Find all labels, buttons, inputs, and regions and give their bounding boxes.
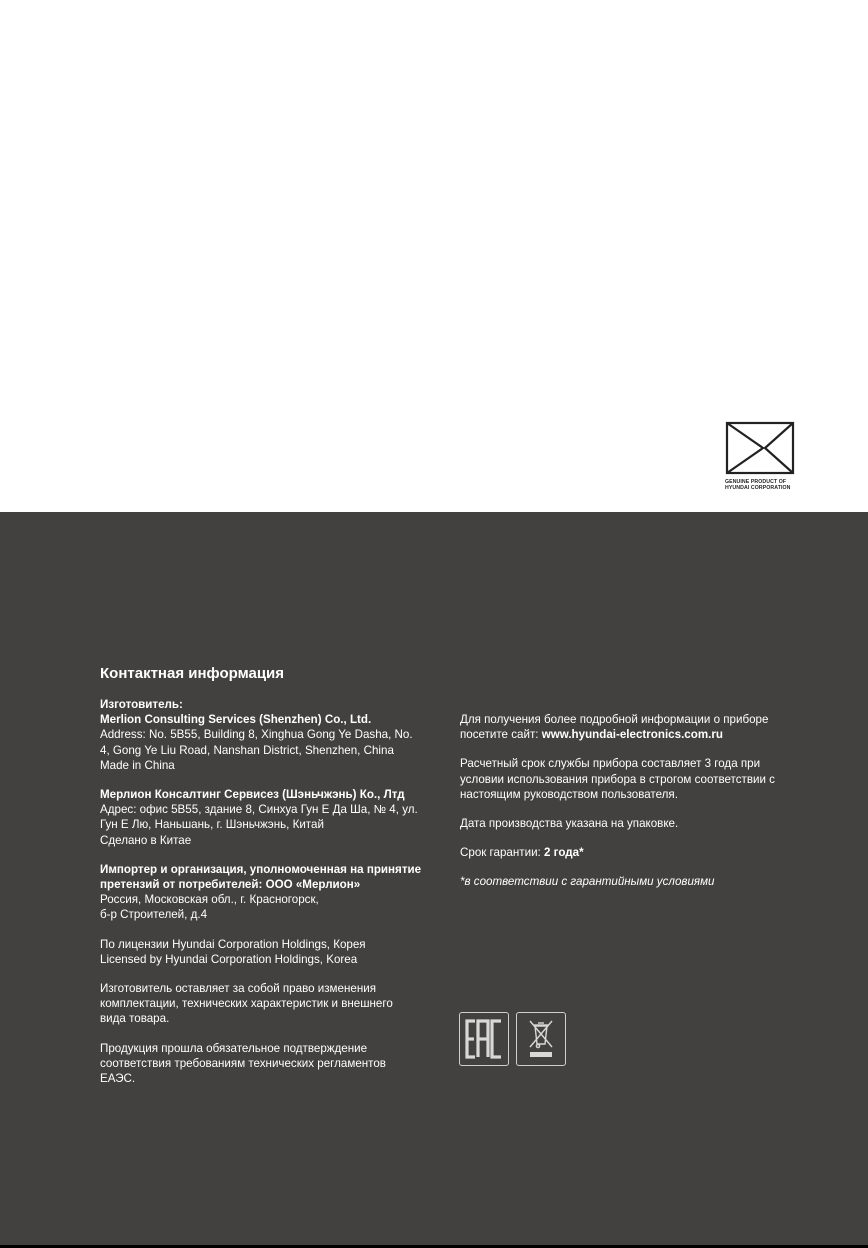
contact-left-column xyxy=(100,697,440,1100)
importer-address-2: б-р Строителей, д.4 xyxy=(100,908,208,922)
made-in-ru: Сделано в Китае xyxy=(100,833,192,847)
certification-marks xyxy=(459,1012,566,1066)
warranty-note: *в соответствии с гарантийными условиями xyxy=(460,875,715,889)
service-life-line-2: условии использования прибора в строгом соответствии с xyxy=(460,772,775,786)
warranty-block xyxy=(460,845,810,860)
rights-block xyxy=(100,981,440,1027)
rights-line-3: вида товара. xyxy=(100,1012,170,1026)
warranty-prefix: Срок гарантии: xyxy=(460,846,544,860)
brand-logo xyxy=(725,421,797,491)
importer-label-1: Импортер и организация, уполномоченная на принятие xyxy=(100,862,422,876)
warranty-value: 2 года* xyxy=(544,846,584,860)
manufacturer-en-block xyxy=(100,697,440,773)
certification-line-3: ЕАЭС. xyxy=(100,1072,136,1086)
manufacturer-address-ru-1: Адрес: офис 5B55, здание 8, Синхуа Гун Е Да Ша, № 4, ул. xyxy=(100,803,418,817)
service-life-line-1: Расчетный срок службы прибора составляет 3 года при xyxy=(460,757,761,771)
contact-title: Контактная информация xyxy=(100,665,285,682)
crossed-out-bin-icon xyxy=(516,1012,566,1066)
rights-line-2: комплектации, технических характеристик и внешнего xyxy=(100,997,393,1011)
importer-block xyxy=(100,862,440,923)
license-en: Licensed by Hyundai Corporation Holdings, Korea xyxy=(100,952,358,966)
license-block xyxy=(100,937,440,967)
hyundai-corporation-mark-icon xyxy=(725,421,795,475)
certification-line-1: Продукция прошла обязательное подтверждение xyxy=(100,1041,368,1055)
service-life-line-3: настоящим руководством пользователя. xyxy=(460,787,678,801)
manufacturer-address-en-2: 4, Gong Ye Liu Road, Nanshan District, Shenzhen, China xyxy=(100,743,394,757)
warranty-note-block xyxy=(460,874,810,889)
manufacturer-ru-block xyxy=(100,787,440,848)
license-ru: По лицензии Hyundai Corporation Holdings, Корея xyxy=(100,937,366,951)
logo-caption-line-2: HYUNDAI CORPORATION xyxy=(725,485,791,491)
top-white-area xyxy=(0,0,868,512)
certification-line-2: соответствия требованиям технических регламентов xyxy=(100,1056,386,1070)
logo-caption xyxy=(725,479,797,491)
website-block xyxy=(460,712,810,742)
certification-block xyxy=(100,1041,440,1087)
production-date-block xyxy=(460,816,810,831)
manufacturer-address-en-1: Address: No. 5B55, Building 8, Xinghua Gong Ye Dasha, No. xyxy=(100,728,413,742)
production-date: Дата производства указана на упаковке. xyxy=(460,817,679,831)
warranty-line xyxy=(460,845,810,860)
website-prefix: посетите сайт: xyxy=(460,728,542,742)
logo-caption-line-1: GENUINE PRODUCT OF xyxy=(725,479,787,485)
website-line-1: Для получения более подробной информации о приборе xyxy=(460,713,769,726)
manufacturer-name-en: Merlion Consulting Services (Shenzhen) Co., Ltd. xyxy=(100,713,372,727)
importer-address-1: Россия, Московская обл., г. Красногорск, xyxy=(100,893,319,907)
made-in-en: Made in China xyxy=(100,758,175,772)
manufacturer-name-ru: Мерлион Консалтинг Сервисез (Шэньчжэнь) Ко., Лтд xyxy=(100,788,405,802)
importer-label-2: претензий от потребителей: ООО «Мерлион» xyxy=(100,878,361,892)
manufacturer-label: Изготовитель: xyxy=(100,698,183,711)
eac-mark-icon xyxy=(459,1012,509,1066)
service-life-block xyxy=(460,756,810,802)
rights-line-1: Изготовитель оставляет за собой право изменения xyxy=(100,982,376,996)
contact-right-column xyxy=(460,712,810,904)
manufacturer-address-ru-2: Гун Е Лю, Наньшань, г. Шэньчжэнь, Китай xyxy=(100,818,324,832)
contact-panel xyxy=(0,512,868,1245)
website-link[interactable]: www.hyundai-electronics.com.ru xyxy=(541,728,723,742)
website-line-2 xyxy=(460,727,810,742)
